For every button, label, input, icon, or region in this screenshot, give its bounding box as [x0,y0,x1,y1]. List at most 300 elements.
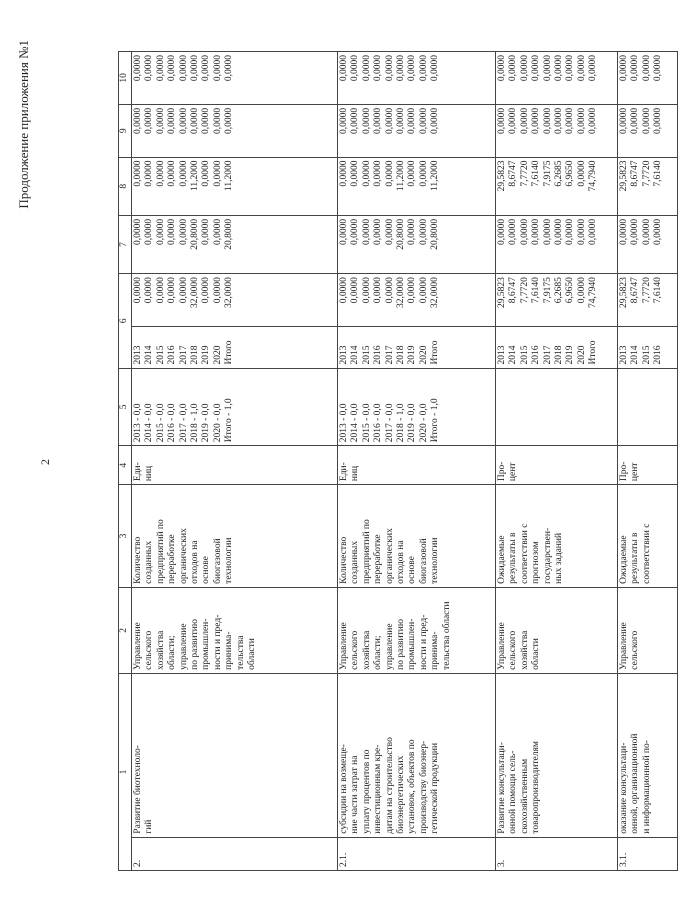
cell-v6 [496,274,618,327]
cell-v10 [132,52,338,105]
cell-v10 [338,52,496,105]
text-line: 2015 - 0,0 [155,403,166,443]
text-line: 2014 - 0,0 [144,403,155,443]
cell-text [133,108,236,154]
text-line: 0,0000 [350,55,361,82]
cell-text [497,591,543,670]
text-line: 0,0000 [350,160,361,187]
text-line: скохозяйственным [519,758,530,834]
cell-targets [132,368,338,446]
cell-text [497,55,600,101]
cell-text [339,677,442,834]
text-line: 0,0000 [212,218,223,245]
text-line: оказание консультаци- [619,742,629,834]
text-line: 0,0000 [508,55,519,82]
cell-text [133,841,144,867]
text-line: органических [178,528,189,584]
text-line: 20,8000 [396,218,407,250]
cell-years [496,326,618,368]
text-line: управление [384,623,395,670]
text-line: 0,0000 [178,218,189,245]
cell-text [339,841,350,867]
cell-text [619,677,653,834]
text-line: 20,8000 [190,218,201,250]
text-line: 0,0000 [190,55,201,82]
text-line: ниц [144,465,155,482]
text-line: 2015 [155,345,166,365]
text-line: 0,0000 [350,218,361,245]
text-line: 0,0000 [133,55,143,82]
cell-text [497,330,600,365]
text-line: 6,9650 [565,160,576,187]
text-line: 0,0000 [155,55,166,82]
text-line: 0,0000 [361,218,372,245]
text-line: 2013 - 0,0 [339,403,349,443]
text-line: 2013 [497,345,507,365]
text-line: области; [167,635,178,670]
text-line: 3. [497,859,507,867]
text-line: 0,0000 [190,107,201,134]
text-line: 0,0000 [373,218,384,245]
text-line: 74,7940 [588,160,599,192]
text-line: 0,0000 [619,218,629,245]
text-line: 29,5823 [497,277,507,309]
text-line: 0,0000 [212,107,223,134]
text-line: Ожидаемые [497,535,507,584]
text-line: 6,2685 [554,160,565,187]
cell-indicator [496,485,618,588]
text-line: сельского [630,630,641,670]
text-line: 0,0000 [384,277,395,304]
text-line: 0,0000 [407,277,418,304]
text-line: 0,0000 [576,160,587,187]
text-line: 0,0000 [212,55,223,82]
text-line: 2016 - 0,0 [373,403,384,443]
text-line: хозяйства [155,630,166,670]
text-line: 2018 [554,345,565,365]
text-line: основе [407,556,418,584]
text-line: 0,0000 [565,107,576,134]
text-line: 0,0000 [201,55,212,82]
text-line: прогнозом [531,541,542,584]
text-line: 0,0000 [361,55,372,82]
text-line: 0,0000 [588,55,599,82]
cell-years [132,326,338,368]
cell-unit [618,446,678,485]
text-line: 0,0000 [565,218,576,245]
program-table [118,51,678,871]
text-line: 0,0000 [373,55,384,82]
text-line: 0,0000 [418,218,429,245]
text-line: 0,0000 [178,55,189,82]
text-line: предприятий по [361,519,372,584]
text-line: 2015 [641,345,652,365]
cell-indicator [338,485,496,588]
text-line: 2013 [133,345,143,365]
text-line: области [531,638,542,670]
text-line: Управление [339,622,349,670]
text-line: 0,0000 [350,277,361,304]
text-line: сельского [144,630,155,670]
text-line: 0,0000 [373,160,384,187]
text-line: 32,0000 [190,277,201,309]
text-line: Управление [497,622,507,670]
text-line: ных заданий [554,532,565,584]
cell-v9 [132,104,338,157]
text-line: онной помощи сель- [508,750,519,834]
cell-text [133,449,156,481]
text-line: 2016 [531,345,542,365]
text-line: 0,0000 [418,160,429,187]
text-line: субсидии на возмеще- [339,744,349,834]
text-line: 0,0000 [384,55,395,82]
text-line: 0,0000 [641,218,652,245]
text-line: 0,0000 [339,160,349,187]
appendix-title: Продолжение приложения №1 [16,40,31,209]
text-line: области [247,638,258,670]
text-line: 0,0000 [554,218,565,245]
text-line: 2020 - 0,0 [418,403,429,443]
col-header-9: 9 [119,104,132,157]
text-line: 7,6140 [653,160,664,187]
text-line: промышлен- [201,618,212,670]
cell-text [339,219,442,270]
text-line: Еди- [133,462,143,482]
table-row [338,52,496,871]
text-line: Итого - 1,0 [224,398,235,443]
cell-v8 [496,157,618,215]
text-line: 0,0000 [224,55,235,82]
text-line: соответствии с [641,523,652,584]
text-line: 2017 [384,345,395,365]
col-header-4: 4 [119,446,132,485]
cell-text [133,161,236,212]
text-line: 2015 - 0,0 [361,403,372,443]
text-line: 0,0000 [144,107,155,134]
text-line: 0,0000 [167,160,178,187]
text-line: основе [201,556,212,584]
text-line: 0,0000 [178,277,189,304]
cell-text [497,161,600,212]
text-line: по развитию [190,619,201,670]
cell-text [339,277,442,323]
text-line: 0,0000 [619,55,629,82]
text-line: 0,0000 [576,107,587,134]
text-line: 0,0000 [339,218,349,245]
text-line: 0,0000 [565,55,576,82]
text-line: 0,0000 [430,107,441,134]
cell-v6 [338,274,496,327]
text-line: 0,0000 [224,107,235,134]
col-header-5: 5 [119,368,132,446]
text-line: соответствии с [519,523,530,584]
text-line: 0,0000 [519,218,530,245]
column-number-row [119,52,132,871]
text-line: 7,6140 [653,277,664,304]
text-line: 2017 [542,345,553,365]
cell-text [339,330,442,365]
text-line: предприятий по [155,519,166,584]
text-line: ности и пред- [212,614,223,670]
text-line: 2016 [653,345,664,365]
text-line: 0,0000 [418,277,429,304]
cell-text [133,372,236,443]
cell-v6 [132,274,338,327]
text-line: Количество [133,536,143,584]
cell-v8 [618,157,678,215]
text-line: 2017 [178,345,189,365]
cell-text [619,219,665,270]
text-line: 0,0000 [542,218,553,245]
text-line: 0,0000 [339,107,349,134]
text-line: 0,0000 [497,218,507,245]
text-line: 2019 - 0,0 [407,403,418,443]
cell-exec [618,587,678,673]
text-line: 0,0000 [407,107,418,134]
cell-name [132,673,338,837]
cell-exec [132,587,338,673]
text-line: 0,0000 [133,160,143,187]
text-line: 0,0000 [350,107,361,134]
text-line: производству биоэнер- [418,740,429,834]
text-line: ниц [350,465,361,482]
text-line: 0,0000 [384,160,395,187]
cell-v9 [338,104,496,157]
cell-text [339,108,442,154]
text-line: 29,5823 [619,277,629,309]
cell-targets [338,368,496,446]
text-line: 0,0000 [361,277,372,304]
text-line: 0,0000 [201,160,212,187]
cell-text [133,277,236,323]
text-line: 0,0000 [167,55,178,82]
text-line: 32,0000 [396,277,407,309]
cell-targets [618,368,678,446]
text-line: 29,5823 [497,160,507,192]
text-line: Количество [339,536,349,584]
text-line: 2017 - 0,0 [178,403,189,443]
text-line: 0,0000 [155,160,166,187]
text-line: переработке [167,534,178,584]
text-line: 7,9175 [542,160,553,187]
text-line: 0,0000 [212,160,223,187]
page-number: 2 [38,459,52,465]
cell-text [497,677,543,834]
text-line: гий [144,819,155,834]
text-line: 29,5823 [619,160,629,192]
cell-text [133,219,236,270]
text-line: результаты в [508,532,519,584]
col-header-2: 2 [119,587,132,673]
text-line: 8,6747 [508,160,519,187]
text-line: биогазовой [212,538,223,584]
text-line: 0,0000 [144,160,155,187]
text-line: 0,0000 [384,107,395,134]
text-line: переработке [373,534,384,584]
text-line: 2013 [619,345,629,365]
text-line: 2013 - 0,0 [133,403,143,443]
text-line: Итого [588,340,599,365]
text-line: 0,0000 [430,55,441,82]
text-line: 0,0000 [155,107,166,134]
text-line: 7,7720 [519,277,530,304]
text-line: 0,0000 [542,55,553,82]
text-line: 0,0000 [497,55,507,82]
text-line: 0,0000 [407,218,418,245]
text-line: 0,0000 [508,218,519,245]
cell-v9 [496,104,618,157]
text-line: 0,0000 [212,277,223,304]
cell-text [339,591,453,670]
text-line: 0,0000 [339,277,349,304]
text-line: 0,0000 [554,55,565,82]
text-line: тельства [235,635,246,670]
cell-text [619,108,665,154]
text-line: 2016 [373,345,384,365]
text-line: результаты в [630,532,641,584]
text-line: 8,6747 [630,160,641,187]
text-line: 2019 [407,345,418,365]
text-line: 20,8000 [224,218,235,250]
text-line: 2014 [144,345,155,365]
text-line: 2016 - 0,0 [167,403,178,443]
text-line: 2014 [630,345,641,365]
text-line: Итого - 1,0 [430,398,441,443]
text-line: 0,0000 [178,107,189,134]
text-line: 2018 - 1,0 [190,403,201,443]
text-line: принима- [224,631,235,670]
text-line: 0,0000 [531,55,542,82]
cell-text [339,372,442,443]
text-line: 0,0000 [576,277,587,304]
table-body [132,52,678,871]
text-line: 6,2685 [554,277,565,304]
text-line: хозяйства [361,630,372,670]
cell-exec [496,587,618,673]
text-line: 0,0000 [155,277,166,304]
cell-text [619,330,665,365]
text-line: 2020 [212,345,223,365]
cell-v9 [618,104,678,157]
text-line: 3.1. [619,852,629,867]
text-line: 7,7720 [519,160,530,187]
text-line: 0,0000 [155,218,166,245]
cell-text [497,277,600,323]
text-line: по развитию [396,619,407,670]
text-line: гетической продукции [430,742,441,834]
text-line: созданных [350,540,361,584]
text-line: 0,0000 [167,277,178,304]
text-line: сельского [350,630,361,670]
text-line: сельского [508,630,519,670]
text-line: области; [373,635,384,670]
text-line: 0,0000 [133,277,143,304]
text-line: 0,0000 [630,107,641,134]
text-line: 74,7940 [588,277,599,309]
text-line: промышлен- [407,618,418,670]
cell-text [339,161,442,212]
cell-v10 [496,52,618,105]
text-line: 0,0000 [407,55,418,82]
text-line: отходов на [396,540,407,584]
cell-name [618,673,678,837]
col-header-10: 10 [119,52,132,105]
text-line: 0,0000 [144,218,155,245]
text-line: управление [178,623,189,670]
text-line: дитам на строительство [384,737,395,834]
cell-text [619,488,653,584]
text-line: 7,7720 [641,277,652,304]
text-line: 0,0000 [144,55,155,82]
text-line: 0,0000 [519,55,530,82]
cell-text [497,841,508,867]
table-row [618,52,678,871]
cell-text [619,591,642,670]
text-line: 2014 [508,345,519,365]
cell-text [133,55,236,101]
text-line: 2019 - 0,0 [201,403,212,443]
text-line: технологии [224,537,235,584]
text-line: технологии [430,537,441,584]
cell-text [619,55,665,101]
text-line: 0,0000 [396,107,407,134]
text-line: 0,0000 [653,107,664,134]
text-line: 2014 [350,345,361,365]
text-line: Еди- [339,462,349,482]
cell-no [496,837,618,870]
text-line: 0,0000 [201,277,212,304]
table-row [496,52,618,871]
cell-v7 [338,215,496,273]
text-line: 0,0000 [519,107,530,134]
cell-text [133,488,236,584]
text-line: 0,0000 [396,55,407,82]
text-line: 0,0000 [407,160,418,187]
text-line: 0,0000 [576,55,587,82]
text-line: 0,0000 [531,107,542,134]
text-line: принима- [430,631,441,670]
text-line: уплату процентов по [361,749,372,834]
cell-unit [496,446,618,485]
text-line: 0,0000 [339,55,349,82]
cell-years [338,326,496,368]
cell-v10 [618,52,678,105]
cell-unit [338,446,496,485]
text-line: 2018 [190,345,201,365]
text-line: 0,0000 [178,160,189,187]
text-line: 0,0000 [508,107,519,134]
text-line: 0,0000 [361,107,372,134]
text-line: 2018 [396,345,407,365]
text-line: Итого [430,340,441,365]
text-line: установок, объектов по [407,739,418,834]
col-header-8: 8 [119,157,132,215]
cell-v6 [618,274,678,327]
cell-text [339,449,362,481]
text-line: 0,0000 [619,107,629,134]
cell-no [618,837,678,870]
text-line: государствен- [542,527,553,584]
text-line: 32,0000 [430,277,441,309]
text-line: Про- [497,461,507,482]
text-line: биогазовой [418,538,429,584]
cell-indicator [618,485,678,588]
text-line: 0,0000 [588,218,599,245]
text-line: органических [384,528,395,584]
text-line: 2. [133,859,143,867]
text-line: 11,2000 [430,160,441,192]
text-line: 0,0000 [373,277,384,304]
